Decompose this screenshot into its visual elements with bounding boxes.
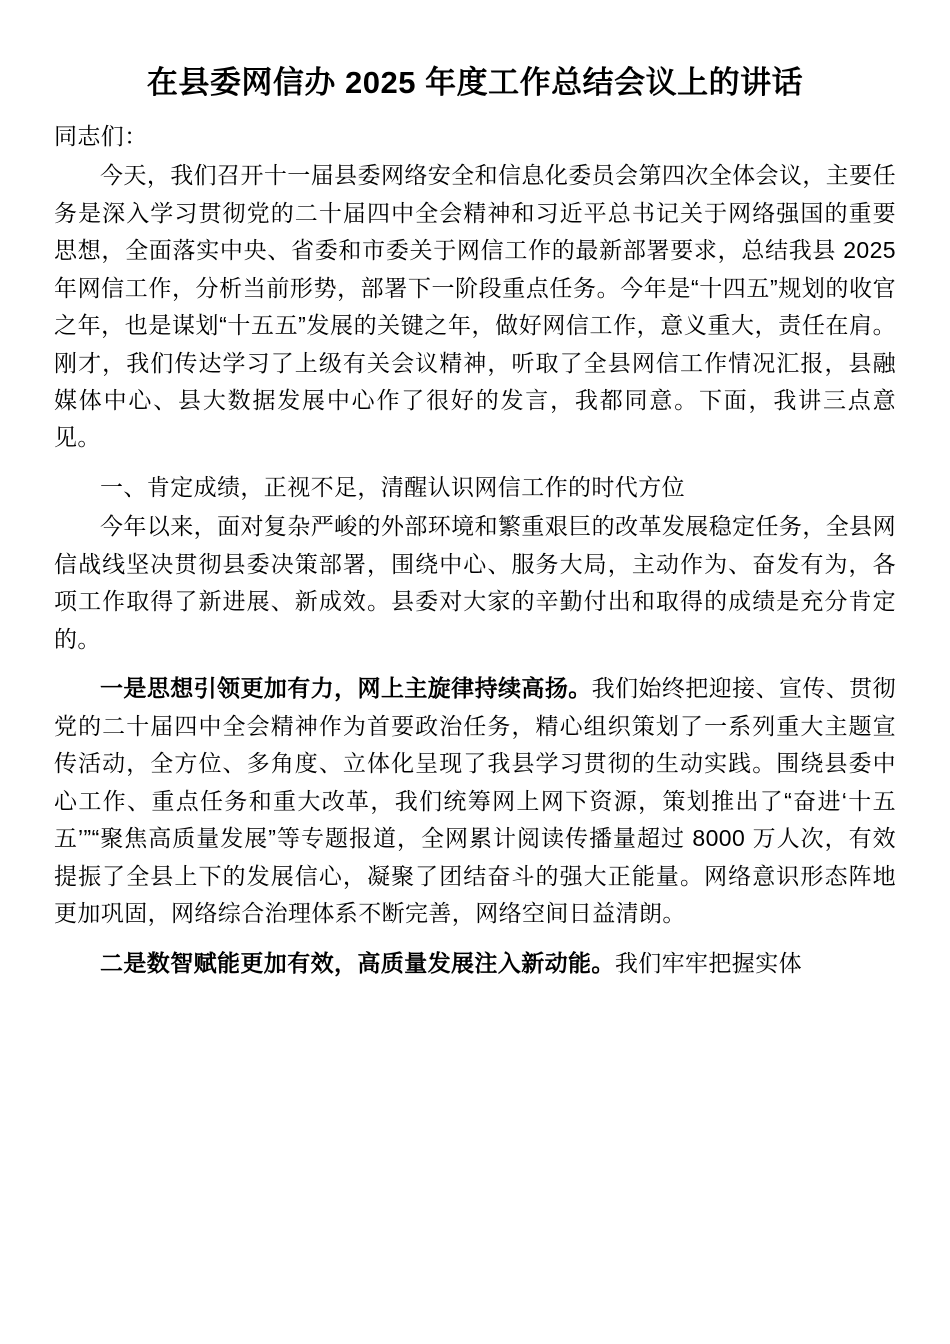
paragraph-3: 今年以来，面对复杂严峻的外部环境和繁重艰巨的改革发展稳定任务，全县网信战线坚决贯彻县委决策部署，围绕中心、服务大局，主动作为、奋发有为，各项工作取得了新进展、新成效。县委对大家的辛勤付出和取得的成绩是充分肯定的。 xyxy=(54,513,896,652)
paragraph-5 xyxy=(54,945,896,982)
paragraph-4-lead: 一是思想引领更加有力，网上主旋律持续高扬。 xyxy=(100,675,592,702)
paragraph-4 xyxy=(54,670,896,932)
salutation: 同志们： xyxy=(54,122,148,149)
paragraph-4-text: 我们始终把迎接、宣传、贯彻党的二十届四中全会精神作为首要政治任务，精心组织策划了一系列重大主题宣传活动，全方位、多角度、立体化呈现了我县学习贯彻的生动实践。围绕县委中心工作、重点任务和重大改革，我们统筹网上网下资源，策划推出了“奋进‘十五五’”“聚焦高质量发展”等专题报道，全网累计阅读传播量超过 8000 万人次，有效提振了全县上下的发展信心，凝聚了团结奋斗的强大正能量。网络意识形态阵地更加巩固，网络综合治理体系不断完善，网络空间日益清朗。 xyxy=(54,675,896,927)
page-title: 在县委网信办 2025 年度工作总结会议上的讲话 xyxy=(146,65,804,100)
paragraph-5-lead: 二是数智赋能更加有效，高质量发展注入新动能。 xyxy=(100,949,615,976)
paragraph-5-text: 我们牢牢把握实体 xyxy=(614,949,803,976)
paragraph-1: 今天，我们召开十一届县委网络安全和信息化委员会第四次全体会议，主要任务是深入学习贯彻党的二十届四中全会精神和习近平总书记关于网络强国的重要思想，全面落实中央、省委和市委关于网信工作的最新部署要求，总结我县 2025 年网信工作，分析当前形势，部署下一阶段重点任务。今年是“十四五”规划的收官之年，也是谋划“十五五”发展的关键之年，做好网信工作，意义重大，责任在肩。刚才，我们传达学习了上级有关会议精神，听取了全县网信工作情况汇报，县融媒体中心、县大数据发展中心作了很好的发言，我都同意。下面，我讲三点意见。 xyxy=(54,162,896,451)
section-heading-1: 一、肯定成绩，正视不足，清醒认识网信工作的时代方位 xyxy=(100,473,685,500)
